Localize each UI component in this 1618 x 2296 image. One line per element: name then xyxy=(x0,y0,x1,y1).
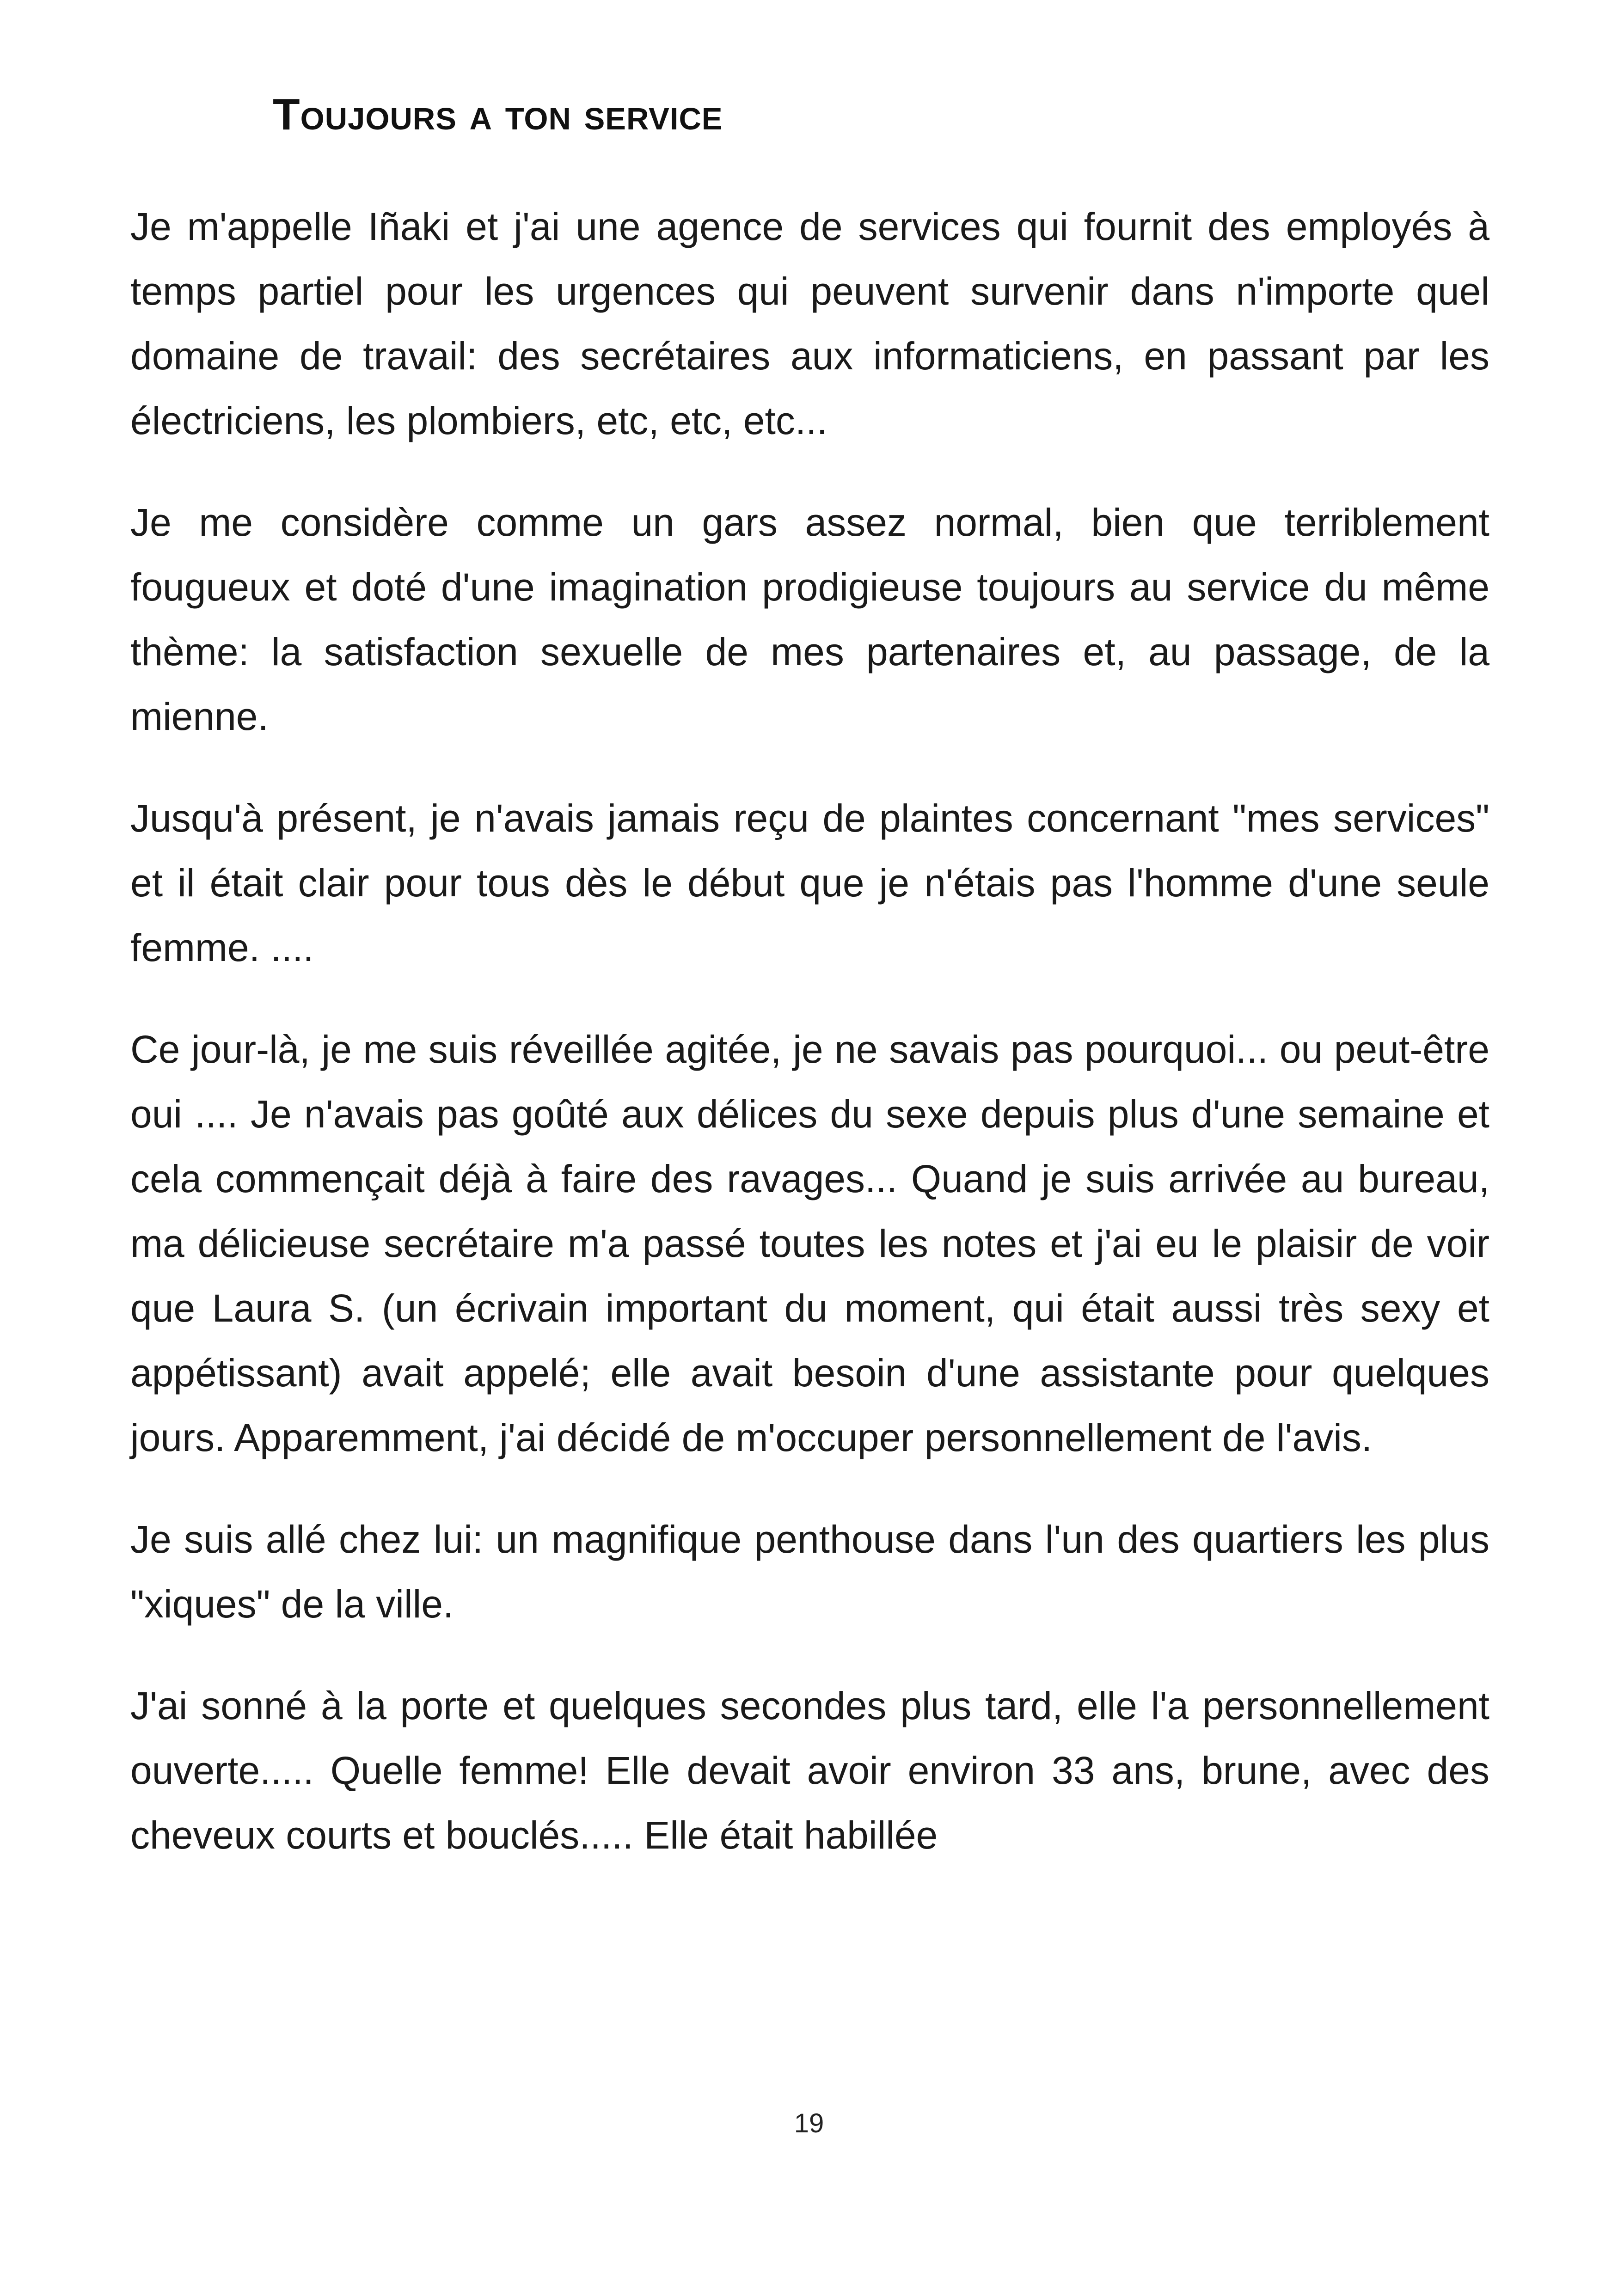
paragraph-4: Ce jour-là, je me suis réveillée agitée, je ne savais pas pourquoi... ou peut-être oui .... Je n'avais pas goûté aux délices du sexe depuis plus d'une semaine et cela commençait déjà à faire des ravages... Quand je suis arrivée au bureau, ma délicieuse secrétaire m'a passé toutes les notes et j'ai eu le plaisir de voir que Laura S. (un écrivain important du moment, qui était aussi très sexy et appétissant) avait appelé; elle avait besoin d'une assistante pour quelques jours. Apparemment, j'ai décidé de m'occuper personnellement de l'avis. xyxy=(130,1028,1489,1459)
paragraph-1: Je m'appelle Iñaki et j'ai une agence de services qui fournit des employés à temps partiel pour les urgences qui peuvent survenir dans n'importe quel domaine de travail: des secrétaires aux informaticiens, en passant par les électriciens, les plombiers, etc, etc, etc... xyxy=(130,205,1489,442)
chapter-title: Toujours a ton service xyxy=(273,90,723,139)
paragraph-3: Jusqu'à présent, je n'avais jamais reçu de plaintes concernant "mes services" et il était clair pour tous dès le début que je n'étais pas l'homme d'une seule femme. .... xyxy=(130,796,1489,969)
paragraph-5: Je suis allé chez lui: un magnifique penthouse dans l'un des quartiers les plus "xiques" de la ville. xyxy=(130,1518,1489,1626)
body-text xyxy=(130,194,1489,1904)
paragraph-6: J'ai sonné à la porte et quelques secondes plus tard, elle l'a personnellement ouverte..... Quelle femme! Elle devait avoir environ 33 ans, brune, avec des cheveux courts et bouclés..... Elle était habillée xyxy=(130,1684,1489,1857)
page-number: 19 xyxy=(794,2108,824,2138)
paragraph-2: Je me considère comme un gars assez normal, bien que terriblement fougueux et doté d'une imagination prodigieuse toujours au service du même thème: la satisfaction sexuelle de mes partenaires et, au passage, de la mienne. xyxy=(130,501,1489,738)
